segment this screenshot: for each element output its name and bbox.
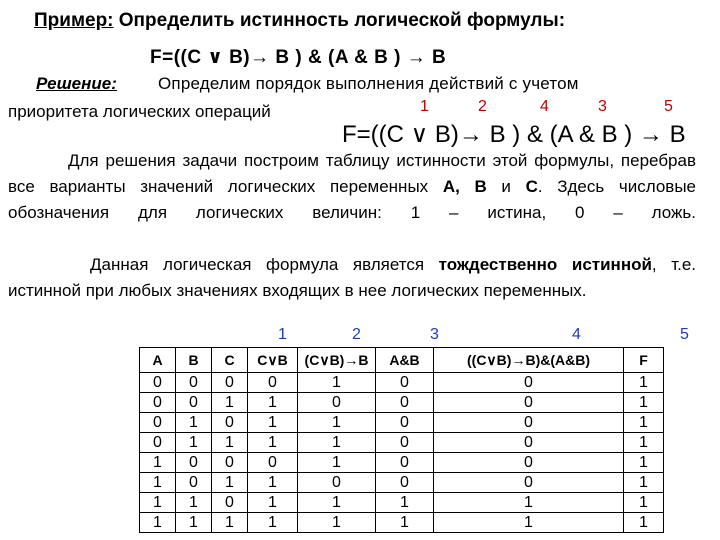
formula-top: F=((C ∨ B)→ B ) & (A & B ) → B bbox=[150, 47, 447, 68]
paragraph1-start: Для решения задачи построим таблицу истинности этой формулы, перебрав все варианты значений логических переменных bbox=[8, 151, 696, 196]
table-cell: 1 bbox=[434, 513, 624, 533]
table-row bbox=[140, 393, 664, 413]
header-cell: ((C∨B)→B)&(A&B) bbox=[434, 348, 624, 373]
table-cell: 1 bbox=[624, 433, 664, 453]
table-row bbox=[140, 473, 664, 493]
paragraph1-vars: A, B bbox=[442, 177, 487, 196]
table-cell: 0 bbox=[248, 373, 298, 393]
table-cell: 0 bbox=[176, 393, 212, 413]
table-cell: 1 bbox=[248, 473, 298, 493]
table-cell: 1 bbox=[140, 513, 176, 533]
table-cell: 0 bbox=[298, 473, 376, 493]
column-number: 4 bbox=[572, 326, 581, 343]
table-cell: 0 bbox=[434, 453, 624, 473]
column-number: 3 bbox=[430, 326, 439, 343]
table-cell: 1 bbox=[298, 373, 376, 393]
table-cell: 0 bbox=[376, 373, 434, 393]
header-cell: A&B bbox=[376, 348, 434, 373]
table-cell: 1 bbox=[298, 513, 376, 533]
table-cell: 1 bbox=[624, 493, 664, 513]
table-cell: 0 bbox=[376, 433, 434, 453]
table-cell: 0 bbox=[212, 493, 248, 513]
table-cell: 1 bbox=[140, 473, 176, 493]
table-cell: 1 bbox=[624, 373, 664, 393]
table-cell: 1 bbox=[624, 453, 664, 473]
table-cell: 1 bbox=[298, 453, 376, 473]
table-row bbox=[140, 493, 664, 513]
table-cell: 1 bbox=[298, 433, 376, 453]
paragraph-table-explanation bbox=[8, 148, 696, 226]
order-number: 2 bbox=[478, 98, 487, 115]
table-cell: 1 bbox=[176, 433, 212, 453]
table-cell: 0 bbox=[140, 373, 176, 393]
column-number: 1 bbox=[278, 326, 287, 343]
table-cell: 1 bbox=[248, 393, 298, 413]
table-cell: 0 bbox=[140, 433, 176, 453]
table-row bbox=[140, 413, 664, 433]
solution-line1: Определим порядок выполнения действий с учетом bbox=[158, 74, 579, 93]
table-cell: 1 bbox=[376, 493, 434, 513]
paragraph2-end: , т.е. истинной при любых значениях входящих в нее логических переменных. bbox=[8, 255, 696, 300]
table-cell: 1 bbox=[434, 493, 624, 513]
table-cell: 1 bbox=[176, 493, 212, 513]
table-cell: 0 bbox=[434, 473, 624, 493]
table-cell: 1 bbox=[248, 433, 298, 453]
header-cell: (C∨B)→B bbox=[298, 348, 376, 373]
table-cell: 0 bbox=[434, 373, 624, 393]
table-cell: 0 bbox=[376, 413, 434, 433]
solution-label: Решение: bbox=[36, 74, 117, 93]
table-cell: 0 bbox=[298, 393, 376, 413]
paragraph1-end: . Здесь числовые обозначения для логических величин: 1 – истина, 0 – ложь. bbox=[8, 177, 697, 222]
order-number: 1 bbox=[420, 98, 429, 115]
column-number: 2 bbox=[352, 326, 361, 343]
paragraph2-start: Данная логическая формула является bbox=[90, 255, 439, 274]
table-cell: 1 bbox=[248, 513, 298, 533]
table-cell: 0 bbox=[376, 473, 434, 493]
table-cell: 1 bbox=[140, 453, 176, 473]
table-cell: 1 bbox=[298, 413, 376, 433]
table-cell: 1 bbox=[248, 493, 298, 513]
header-cell: A bbox=[140, 348, 176, 373]
table-cell: 0 bbox=[434, 413, 624, 433]
table-cell: 1 bbox=[624, 413, 664, 433]
table-cell: 1 bbox=[624, 473, 664, 493]
table-row bbox=[140, 433, 664, 453]
table-cell: 1 bbox=[624, 393, 664, 413]
order-number: 5 bbox=[664, 98, 673, 115]
header-cell: B bbox=[176, 348, 212, 373]
table-cell: 1 bbox=[212, 513, 248, 533]
table-cell: 1 bbox=[376, 513, 434, 533]
header-cell: F bbox=[624, 348, 664, 373]
table-cell: 1 bbox=[176, 513, 212, 533]
table-row bbox=[140, 513, 664, 533]
table-cell: 0 bbox=[140, 393, 176, 413]
table-cell: 0 bbox=[176, 373, 212, 393]
table-cell: 1 bbox=[176, 413, 212, 433]
solution-line2: приоритета логических операций bbox=[8, 102, 271, 121]
table-cell: 0 bbox=[212, 413, 248, 433]
table-cell: 0 bbox=[248, 453, 298, 473]
table-cell: 1 bbox=[624, 513, 664, 533]
table-cell: 0 bbox=[212, 373, 248, 393]
formula-large: F=((C ∨ B)→ B ) & (A & B ) → B bbox=[342, 121, 686, 148]
table-cell: 1 bbox=[212, 433, 248, 453]
table-cell: 0 bbox=[176, 473, 212, 493]
table-cell: 0 bbox=[376, 453, 434, 473]
slide-title bbox=[34, 10, 565, 32]
table-row bbox=[140, 453, 664, 473]
table-header-row bbox=[140, 348, 664, 373]
table-cell: 1 bbox=[298, 493, 376, 513]
table-cell: 0 bbox=[376, 393, 434, 413]
header-cell: C bbox=[212, 348, 248, 373]
table-cell: 0 bbox=[434, 433, 624, 453]
table-cell: 1 bbox=[248, 413, 298, 433]
paragraph1-var-c: C bbox=[525, 177, 538, 196]
order-number: 4 bbox=[540, 98, 549, 115]
table-cell: 0 bbox=[140, 413, 176, 433]
table-cell: 1 bbox=[212, 393, 248, 413]
title-text: Определить истинность логической формулы: bbox=[113, 10, 566, 31]
table-row bbox=[140, 373, 664, 393]
column-number: 5 bbox=[680, 326, 689, 343]
order-number: 3 bbox=[598, 98, 607, 115]
title-prefix: Пример: bbox=[34, 10, 114, 31]
table-cell: 0 bbox=[434, 393, 624, 413]
paragraph-conclusion bbox=[8, 252, 696, 304]
paragraph1-mid: и bbox=[486, 177, 526, 196]
table-cell: 0 bbox=[212, 453, 248, 473]
table-cell: 1 bbox=[212, 473, 248, 493]
truth-table bbox=[139, 347, 664, 533]
truth-table-body bbox=[140, 373, 664, 533]
header-cell: C∨B bbox=[248, 348, 298, 373]
paragraph2-bold: тождественно истинной bbox=[438, 255, 652, 274]
table-cell: 1 bbox=[140, 493, 176, 513]
table-cell: 0 bbox=[176, 453, 212, 473]
